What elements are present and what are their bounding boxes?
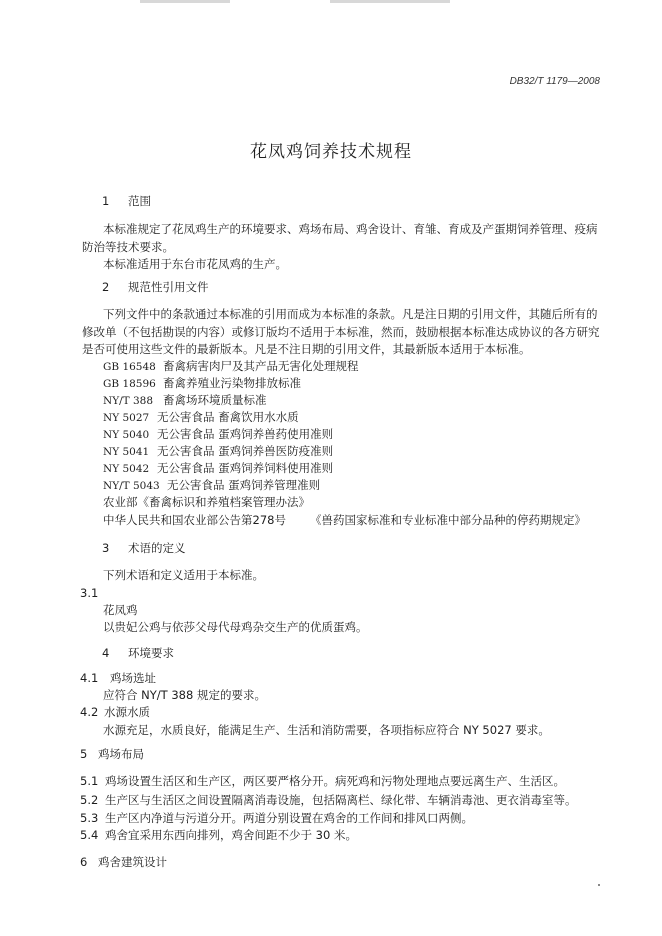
reference-title: 无公害食品 蛋鸡饲养饲料使用准则 [157, 461, 334, 475]
reference-item [103, 359, 359, 374]
paragraph-line: 本标准规定了花凤鸡生产的环境要求、鸡场布局、鸡舍设计、育雏、育成及产蛋期饲养管理、疫病 [103, 222, 598, 236]
scan-artifact-dot [598, 884, 600, 886]
item-number: 5.2 [80, 793, 99, 807]
subsection-number: 4.2 [80, 705, 99, 719]
reference-item: 农业部《畜禽标识和养殖档案管理办法》 [103, 495, 310, 509]
section-title: 鸡舍建筑设计 [98, 855, 167, 869]
term-definition: 以贵妃公鸡与依莎父母代母鸡杂交生产的优质蛋鸡。 [103, 620, 368, 634]
subsection-4-2-heading [80, 705, 150, 719]
reference-code: NY 5027 [103, 412, 150, 424]
term-name: 花凤鸡 [103, 603, 138, 617]
reference-item [103, 478, 320, 493]
list-item [80, 828, 357, 842]
section-number: 5 [80, 747, 88, 761]
list-item [80, 811, 473, 825]
section-title: 鸡场布局 [98, 747, 144, 761]
section-3-heading [102, 541, 186, 555]
subsection-title: 水源水质 [104, 705, 150, 719]
reference-title: 畜禽病害肉尸及其产品无害化处理规程 [163, 359, 359, 373]
section-4-heading [102, 646, 174, 660]
item-text: 生产区内净道与污道分开。两道分别设置在鸡舍的工作间和排风口两侧。 [105, 811, 473, 825]
reference-item [103, 444, 333, 459]
scan-artifact-top [140, 0, 230, 3]
section-5-heading [80, 747, 144, 761]
reference-title: 无公害食品 畜禽饮用水水质 [157, 410, 299, 424]
list-item [80, 774, 565, 788]
paragraph-line: 水源充足，水质良好，能满足生产、生活和消防需要，各项指标应符合 NY 5027 要求。 [103, 723, 550, 737]
paragraph-line: 修改单（不包括勘误的内容）或修订版均不适用于本标准，然而，鼓励根据本标准达成协议的各方研究 [82, 325, 600, 339]
reference-code: NY 5040 [103, 429, 150, 441]
reference-title: 无公害食品 蛋鸡饲养兽药使用准则 [157, 427, 334, 441]
reference-title: 畜禽场环境质量标准 [163, 393, 267, 407]
reference-item [103, 376, 301, 391]
section-title: 环境要求 [128, 646, 174, 660]
paragraph-line: 下列术语和定义适用于本标准。 [103, 568, 264, 582]
document-title: 花凤鸡饲养技术规程 [250, 142, 412, 162]
reference-item [103, 393, 267, 408]
reference-code: NY 5042 [103, 463, 150, 475]
reference-title: 畜禽养殖业污染物排放标准 [163, 376, 301, 390]
reference-code: GB 16548 [103, 361, 156, 373]
subsection-title: 鸡场选址 [110, 671, 156, 685]
scan-artifact-top [330, 0, 450, 3]
document-code: DB32/T 1179—2008 [509, 76, 600, 87]
section-title: 规范性引用文件 [128, 280, 209, 294]
paragraph-line: 应符合 NY/T 388 规定的要求。 [103, 688, 266, 702]
reference-item [103, 410, 299, 425]
section-title: 范围 [128, 194, 151, 208]
reference-item [103, 427, 333, 442]
reference-code: GB 18596 [103, 378, 156, 390]
reference-code: NY/T 388 [103, 395, 154, 407]
paragraph-line: 防治等技术要求。 [82, 240, 174, 254]
section-number: 3 [102, 541, 110, 555]
reference-announcement: 中华人民共和国农业部公告第278号 [103, 513, 286, 527]
term-number: 3.1 [80, 586, 99, 600]
reference-code: NY 5041 [103, 446, 150, 458]
section-2-heading [102, 280, 209, 294]
section-number: 4 [102, 646, 110, 660]
reference-item [103, 513, 586, 527]
list-item [80, 793, 577, 807]
item-text: 生产区与生活区之间设置隔离消毒设施，包括隔离栏、绿化带、车辆消毒池、更衣消毒室等。 [105, 793, 577, 807]
reference-title: 无公害食品 蛋鸡饲养管理准则 [167, 478, 321, 492]
paragraph-line: 下列文件中的条款通过本标准的引用而成为本标准的条款。凡是注日期的引用文件，其随后所有的 [103, 307, 598, 321]
reference-code: NY/T 5043 [103, 480, 160, 492]
section-number: 6 [80, 855, 88, 869]
section-number: 2 [102, 280, 110, 294]
item-number: 5.4 [80, 828, 99, 842]
paragraph-line: 是否可使用这些文件的最新版本。凡是不注日期的引用文件，其最新版本适用于本标准。 [82, 342, 531, 356]
item-text: 鸡舍宜采用东西向排列，鸡舍间距不少于 30 米。 [105, 828, 357, 842]
subsection-4-1-heading [80, 671, 156, 685]
section-title: 术语的定义 [128, 541, 186, 555]
item-number: 5.1 [80, 774, 99, 788]
paragraph-line: 本标准适用于东台市花凤鸡的生产。 [103, 257, 287, 271]
reference-title: 《兽药国家标准和专业标准中部分品种的停药期规定》 [310, 513, 586, 527]
subsection-number: 4.1 [80, 671, 99, 685]
item-text: 鸡场设置生活区和生产区，两区要严格分开。病死鸡和污物处理地点要远离生产、生活区。 [105, 774, 565, 788]
section-6-heading [80, 855, 167, 869]
section-1-heading [102, 194, 151, 208]
section-number: 1 [102, 194, 110, 208]
reference-item [103, 461, 333, 476]
reference-title: 无公害食品 蛋鸡饲养兽医防疫准则 [157, 444, 334, 458]
item-number: 5.3 [80, 811, 99, 825]
